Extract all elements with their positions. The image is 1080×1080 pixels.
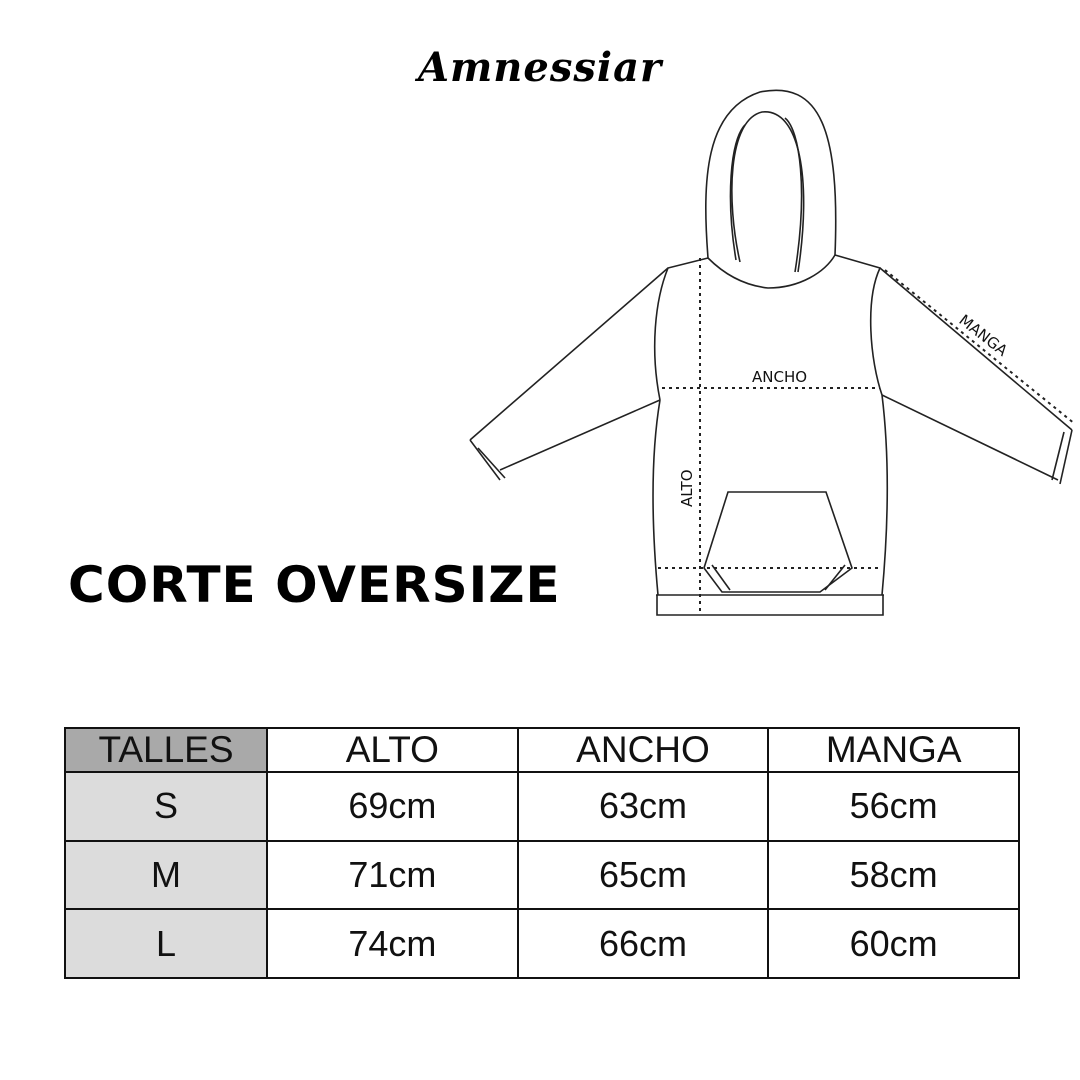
- cell-manga: 56cm: [768, 772, 1019, 841]
- cell-talle: L: [65, 909, 267, 978]
- cell-manga: 60cm: [768, 909, 1019, 978]
- header-manga: MANGA: [768, 728, 1019, 772]
- cell-alto: 74cm: [267, 909, 518, 978]
- cell-ancho: 66cm: [518, 909, 769, 978]
- measure-lines: [658, 258, 1075, 615]
- cell-talle: S: [65, 772, 267, 841]
- table-row: [65, 841, 1019, 910]
- table-row: [65, 909, 1019, 978]
- size-table: [64, 727, 1020, 979]
- cell-alto: 69cm: [267, 772, 518, 841]
- cell-ancho: 65cm: [518, 841, 769, 910]
- hoodie-measurement-diagram: [460, 85, 1080, 625]
- table-row: [65, 772, 1019, 841]
- cell-talle: M: [65, 841, 267, 910]
- cell-alto: 71cm: [267, 841, 518, 910]
- manga-label: MANGA: [955, 310, 1011, 360]
- header-talles: TALLES: [65, 728, 267, 772]
- brand-logo: Amnessiar: [417, 44, 663, 91]
- alto-label: ALTO: [678, 469, 696, 507]
- manga-line: [885, 270, 1075, 424]
- table-header-row: [65, 728, 1019, 772]
- cell-ancho: 63cm: [518, 772, 769, 841]
- header-ancho: ANCHO: [518, 728, 769, 772]
- page-title: CORTE OVERSIZE: [68, 556, 561, 614]
- cell-manga: 58cm: [768, 841, 1019, 910]
- hoodie-outline: [470, 90, 1072, 615]
- header-alto: ALTO: [267, 728, 518, 772]
- ancho-label: ANCHO: [752, 368, 808, 386]
